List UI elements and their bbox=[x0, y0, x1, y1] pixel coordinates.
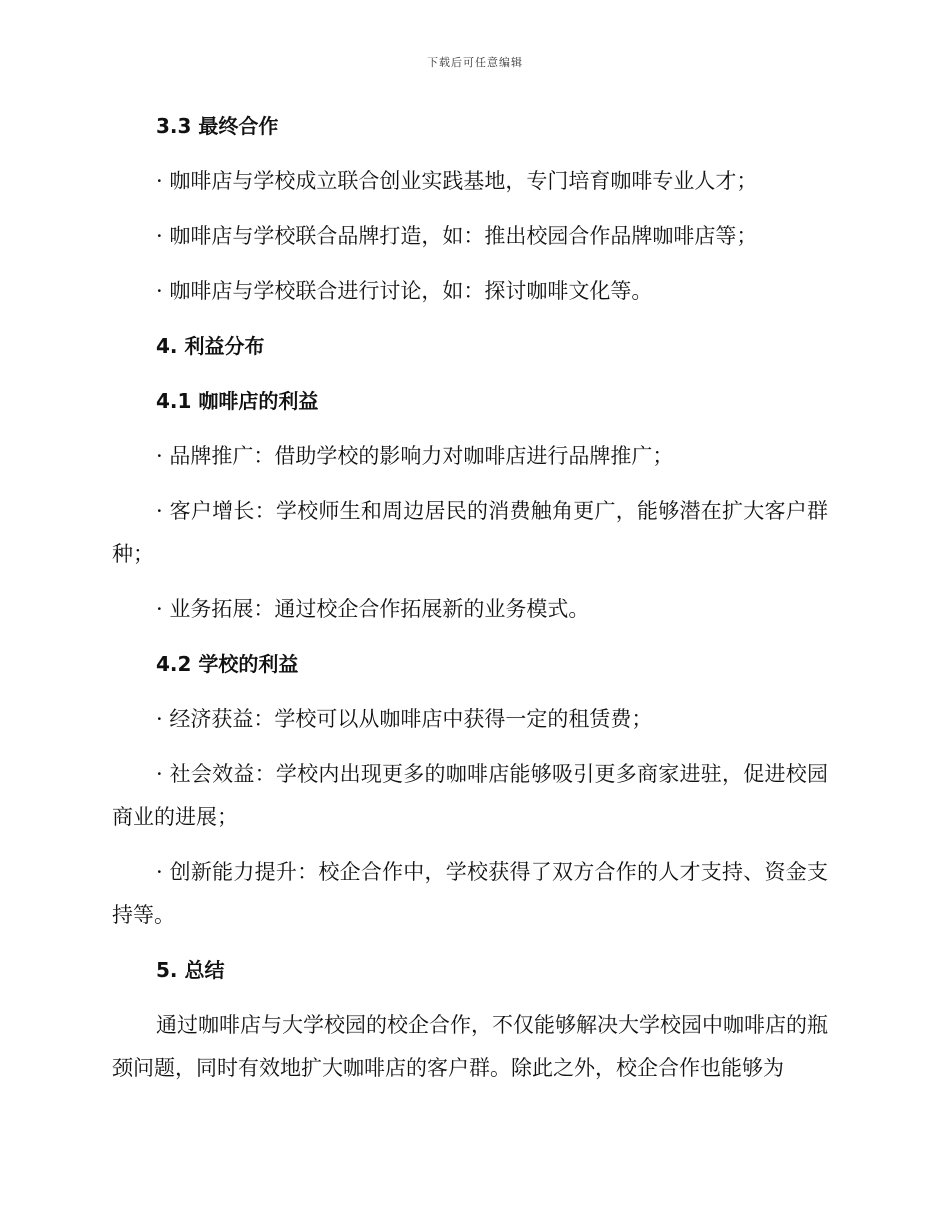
section-heading-4-1: 4.1 咖啡店的利益 bbox=[156, 389, 319, 413]
bullet-paragraph: · 社会效益：学校内出现更多的咖啡店能够吸引更多商家进驻，促进校园商业的进展； bbox=[112, 762, 828, 829]
bullet-paragraph: · 品牌推广：借助学校的影响力对咖啡店进行品牌推广； bbox=[156, 444, 674, 468]
bullet-paragraph: · 咖啡店与学校联合进行讨论，如：探讨咖啡文化等。 bbox=[156, 279, 653, 303]
document-body bbox=[112, 105, 828, 1090]
bullet-paragraph: · 创新能力提升：校企合作中，学校获得了双方合作的人才支持、资金支持等。 bbox=[112, 860, 828, 927]
page-header: 下载后可任意编辑 bbox=[427, 56, 523, 69]
bullet-paragraph: · 咖啡店与学校联合品牌打造，如：推出校园合作品牌咖啡店等； bbox=[156, 224, 758, 248]
bullet-paragraph: · 客户增长：学校师生和周边居民的消费触角更广，能够潜在扩大客户群种； bbox=[112, 499, 828, 566]
bullet-paragraph: · 咖啡店与学校成立联合创业实践基地，专门培育咖啡专业人才； bbox=[156, 169, 758, 193]
summary-paragraph: 通过咖啡店与大学校园的校企合作，不仅能够解决大学校园中咖啡店的瓶颈问题，同时有效地扩大咖啡店的客户群。除此之外，校企合作也能够为 bbox=[112, 1013, 828, 1080]
section-heading-4-2: 4.2 学校的利益 bbox=[156, 652, 299, 676]
bullet-paragraph: · 经济获益：学校可以从咖啡店中获得一定的租赁费； bbox=[156, 707, 653, 731]
section-heading-3-3: 3.3 最终合作 bbox=[156, 114, 279, 138]
bullet-paragraph: · 业务拓展：通过校企合作拓展新的业务模式。 bbox=[156, 597, 590, 621]
section-heading-4: 4. 利益分布 bbox=[156, 334, 265, 358]
section-heading-5: 5. 总结 bbox=[156, 958, 225, 982]
